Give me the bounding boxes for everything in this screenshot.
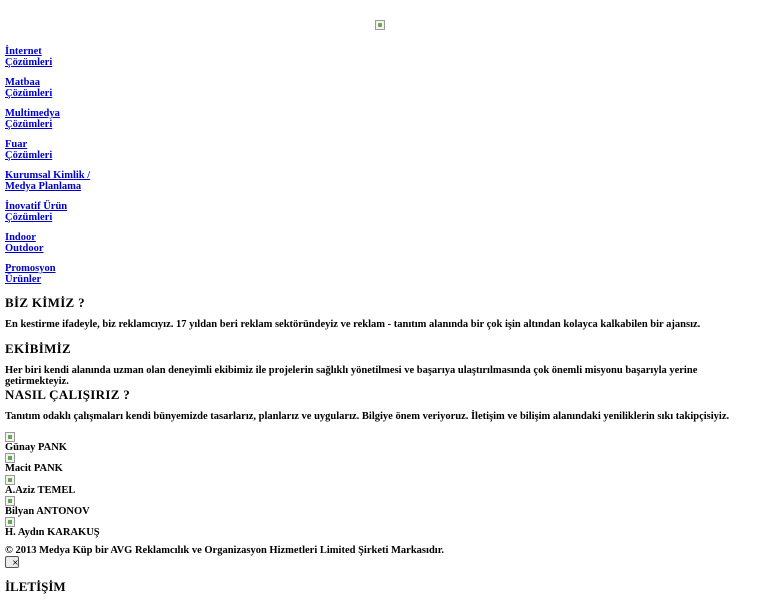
about-text: En kestirme ifadeyle, biz reklamcıyız. 17 yıldan beri reklam sektöründeyiz ve reklam - tanıtım alanında bir çok işin altından kolayca kalkabilen bir ajansız. [5, 319, 701, 330]
member-photo [5, 432, 15, 442]
nav-link-kurumsal-kimlik[interactable] [5, 171, 125, 192]
nav-link-text: Ürünler [5, 273, 42, 285]
team-intro-section [5, 342, 760, 387]
nav-link-promosyon[interactable] [5, 264, 125, 285]
member-photo [5, 517, 15, 527]
nav-link-text: Outdoor [5, 242, 44, 254]
nav-link-text: Indoor [5, 232, 36, 243]
nav-link-text: Çözümleri [5, 118, 53, 130]
close-button[interactable]: × [5, 556, 19, 568]
team-title: EKİBİMİZ [5, 341, 71, 356]
nav-link-text: İnternet [5, 46, 42, 57]
nav-link-text: Promosyon [5, 263, 56, 274]
how-we-work-section [5, 388, 729, 422]
copyright-text: © 2013 Medya Küp bir AVG Reklamcılık ve Organizasyon Hizmetleri Limited Şirketi Markasıdır. [5, 545, 445, 556]
team-text: Her biri kendi alanında uzman olan deneyimli ekibimiz ile projelerin sağlıklı yönetilmesi ve başarıya ulaştırılmasında çok önemli misyonu başarıyla yerine getirmekteyiz. [5, 365, 698, 387]
member-name: A.Aziz TEMEL [5, 484, 76, 496]
about-title: BİZ KİMİZ ? [5, 295, 85, 310]
team-member [5, 475, 100, 496]
nav-link-text: İnovatif Ürün [5, 201, 68, 212]
member-photo [5, 496, 15, 506]
nav-link-text: Çözümleri [5, 56, 53, 68]
nav-link-inovatif-urun[interactable] [5, 202, 125, 223]
nav-link-fuar[interactable] [5, 140, 125, 161]
nav-link-indoor-outdoor[interactable] [5, 233, 125, 254]
logo-image [375, 20, 385, 30]
team-list [5, 432, 100, 538]
team-member [5, 432, 100, 453]
nav-link-text: Medya Planlama [5, 180, 82, 192]
nav-link-text: Kurumsal Kimlik / [5, 170, 91, 181]
how-text: Tanıtım odaklı çalışmaları kendi bünyemizde tasarlarız, planlarız ve uygularız. Bilgiye önem veriyoruz. İletişim ve bilişim alanındaki yeniliklerin sıkı takipçisiyiz. [5, 411, 730, 422]
member-name: H. Aydın KARAKUŞ [5, 527, 100, 539]
member-name: Bilyan ANTONOV [5, 505, 90, 517]
team-member [5, 496, 100, 517]
member-name: Macit PANK [5, 463, 63, 475]
member-name: Günay PANK [5, 442, 67, 453]
team-member [5, 453, 100, 474]
how-title: NASIL ÇALIŞIRIZ ? [5, 387, 131, 402]
member-photo [5, 475, 15, 485]
services-nav [5, 47, 125, 295]
nav-link-text: Çözümleri [5, 211, 53, 223]
nav-link-text: Çözümleri [5, 87, 53, 99]
nav-link-matbaa[interactable] [5, 78, 125, 99]
nav-link-text: Fuar [5, 139, 28, 150]
nav-link-text: Çözümleri [5, 149, 53, 161]
contact-title: İLETİŞİM [5, 579, 66, 594]
nav-link-internet[interactable] [5, 47, 125, 68]
nav-link-multimedya[interactable] [5, 109, 125, 130]
team-member [5, 517, 100, 538]
about-section [5, 296, 700, 330]
member-photo [5, 453, 15, 463]
nav-link-text: Multimedya [5, 108, 60, 119]
nav-link-text: Matbaa [5, 77, 40, 88]
